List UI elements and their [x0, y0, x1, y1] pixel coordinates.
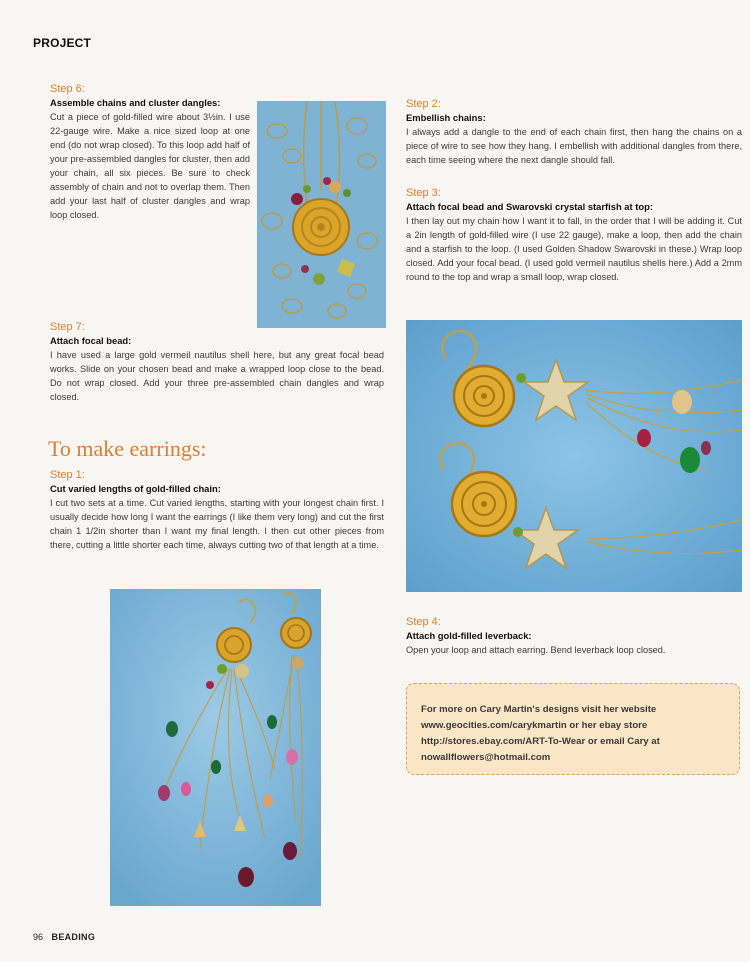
step-7-heading: Attach focal bead:	[50, 335, 132, 346]
page-number: 96	[33, 932, 44, 942]
earrings-step-4	[406, 615, 742, 657]
step-6-body: Cut a piece of gold-filled wire about 3½in. I use 22-gauge wire. Make a nice sized loop at one end (do not wrap closed). To this loop add half of your pre-assembled dangles for cluster, then add your chain, all six pieces. Be sure to check assembly of chain and not to overlap them. Then add your last half of cluster dangles and wrap loop closed.	[50, 112, 250, 220]
earrings-step-1	[50, 468, 384, 552]
step-6-heading: Assemble chains and cluster dangles:	[50, 97, 221, 108]
earrings-step-3-title: Step 3:	[406, 187, 441, 199]
step-6	[50, 82, 250, 222]
earrings-step-1-body: I cut two sets at a time. Cut varied lengths, starting with your longest chain first. I usually decide how long I want the earrings (I like them very long) and cut the first chain 1 1/2in shorter than I want my final length. I then cut other pieces from there, cutting a little shorter each time, always cutting two of that length at a time.	[50, 498, 384, 550]
earrings-step-1-heading: Cut varied lengths of gold-filled chain:	[50, 483, 221, 494]
publication-name: BEADING	[51, 932, 96, 942]
earrings-step-2-body: I always add a dangle to the end of each chain first, then hang the chains on a piece of wire to see how they hang. I embellish with additional dangles from there, each time seeing where the next dangle should fall.	[406, 127, 742, 165]
starfish-earrings-photo	[406, 320, 742, 592]
step-7-title: Step 7:	[50, 321, 85, 333]
necklace-photo	[257, 101, 386, 328]
earrings-step-2	[406, 97, 742, 167]
info-box	[406, 683, 740, 775]
step-6-title: Step 6:	[50, 83, 85, 95]
earrings-step-2-title: Step 2:	[406, 98, 441, 110]
earrings-step-4-body: Open your loop and attach earring. Bend leverback loop closed.	[406, 645, 666, 655]
earrings-step-4-title: Step 4:	[406, 616, 441, 628]
earrings-step-1-title: Step 1:	[50, 469, 85, 481]
earrings-step-2-heading: Embellish chains:	[406, 112, 486, 123]
earrings-step-3-heading: Attach focal bead and Swarovski crystal starfish at top:	[406, 201, 653, 212]
earrings-heading: To make earrings:	[48, 436, 207, 461]
step-7	[50, 320, 384, 404]
step-7-body: I have used a large gold vermeil nautilus shell here, but any great focal bead works. Slide on your chosen bead and make a wrapped loop close to the bead. Do not wrap closed. Add your three pre-assembled chain dangles and wrap closed.	[50, 350, 384, 402]
earrings-step-3-body: I then lay out my chain how I want it to fall, in the order that I will be adding it. Cut a 2in length of gold-filled wire (I use 22 gauge), make a loop, then add the chain and a starfish to the loop. (I used Golden Shadow Swarovski in these.) Wrap loop closed. Add your focal bead. (I used gold vermeil nautilus shells here.) Add a 2mm round to the top and wrap a small loop, wrap closed.	[406, 216, 742, 282]
section-label: PROJECT	[33, 36, 92, 50]
earrings-step-3	[406, 186, 742, 284]
earrings-long-photo	[110, 589, 321, 906]
page-footer	[33, 932, 95, 942]
earrings-step-4-heading: Attach gold-filled leverback:	[406, 630, 532, 641]
info-box-text: For more on Cary Martin's designs visit her website www.geocities.com/carykmartin or her ebay store http://stores.ebay.com/ART-To-Wear or email Cary at nowallflowers@hotmail.com	[421, 704, 660, 763]
